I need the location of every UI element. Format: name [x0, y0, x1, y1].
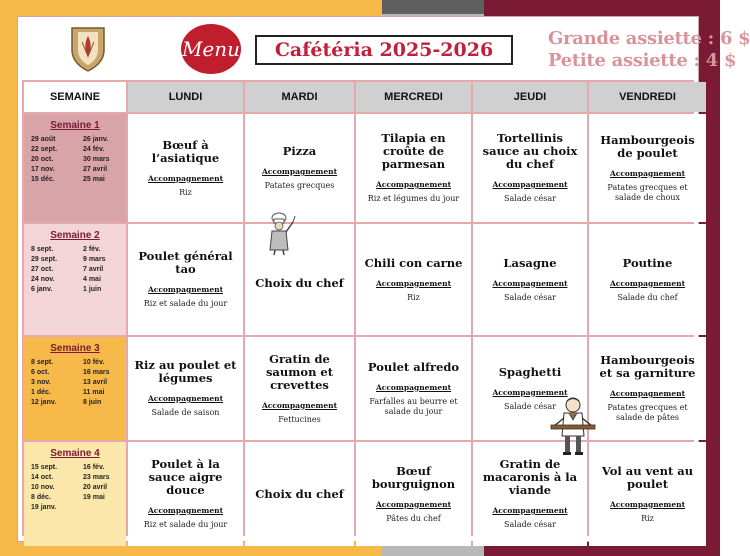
meal-cell	[473, 224, 587, 335]
week-dates	[31, 358, 119, 408]
meal-cell	[589, 337, 706, 440]
accompaniment-label: Accompagnement	[147, 394, 224, 403]
date: 27 oct.	[31, 266, 54, 273]
date: 16 mars	[83, 369, 110, 376]
meal-cell	[589, 224, 706, 335]
side-dish: Riz	[641, 513, 654, 523]
side-dish: Patates grecques et salade de choux	[607, 182, 688, 202]
dish-name: Hambourgeois de poulet	[600, 132, 695, 160]
accompaniment-label: Accompagnement	[609, 499, 686, 509]
date: 13 avril	[83, 379, 108, 386]
week-4-cell	[24, 442, 126, 546]
date: 20 avril	[83, 484, 108, 491]
dish-name: Hambourgeois et sa garniture	[599, 353, 696, 380]
accompaniment-label: Accompagnement	[147, 173, 224, 183]
column-header-lundi: LUNDI	[128, 82, 243, 112]
dish-name: Chili con carne	[364, 255, 463, 270]
accompaniment-label: Accompagnement	[492, 387, 568, 397]
date: 19 mai	[83, 494, 105, 501]
side-dish: Riz	[179, 187, 192, 197]
date: 8 sept.	[31, 246, 54, 253]
school-crest-logo	[68, 24, 108, 72]
meal-cell	[356, 442, 471, 546]
dish-name: Pizza	[282, 144, 317, 158]
date: 7 avril	[83, 266, 104, 273]
column-header-mardi: MARDI	[245, 82, 354, 112]
week-title: Semaine 3	[50, 343, 100, 354]
meal-cell	[128, 337, 243, 440]
side-dish: Salade de saison	[151, 408, 220, 417]
accompaniment-label: Accompagnement	[261, 167, 338, 176]
date: 8 déc.	[31, 494, 51, 501]
date: 8 sept.	[31, 359, 54, 366]
week-2-cell	[24, 224, 126, 335]
dish-name: Choix du chef	[255, 486, 344, 501]
date: 3 nov.	[31, 379, 51, 386]
date: 2 fév.	[83, 246, 101, 253]
dish-name: Gratin de macaronis à la viande	[482, 457, 578, 497]
meal-cell	[356, 114, 471, 222]
date: 14 oct.	[31, 474, 54, 481]
accompaniment-label: Accompagnement	[375, 180, 452, 189]
menu-table	[22, 80, 694, 536]
date: 22 sept.	[31, 146, 58, 153]
date	[83, 503, 119, 513]
date: 23 mars	[83, 474, 110, 481]
side-dish: Salade césar	[504, 292, 556, 302]
date: 10 nov.	[31, 484, 55, 491]
meal-cell	[589, 114, 706, 222]
date: 6 janv.	[31, 286, 53, 293]
accompaniment-label: Accompagnement	[147, 285, 224, 294]
column-header-mercredi: MERCREDI	[356, 82, 471, 112]
date: 11 mai	[83, 389, 105, 396]
week-1-cell	[24, 114, 126, 222]
chef-illustration	[263, 210, 297, 256]
waiter-illustration	[550, 396, 596, 456]
date: 15 sept.	[31, 464, 58, 471]
dish-name: Lasagne	[503, 255, 557, 270]
side-dish: Salade césar	[504, 401, 556, 411]
date: 6 oct.	[31, 369, 50, 376]
date: 15 déc.	[31, 176, 55, 183]
meal-cell	[473, 114, 587, 222]
menu-badge: Menu	[181, 24, 241, 74]
date: 16 fév.	[83, 464, 105, 471]
dish-name: Tilapia en croûte de parmesan	[381, 131, 446, 171]
week-title: Semaine 4	[50, 448, 100, 459]
date: 1 juin	[83, 286, 102, 293]
meal-cell	[473, 442, 587, 546]
date: 24 fév.	[83, 146, 105, 153]
side-dish: Pâtes du chef	[386, 513, 441, 523]
meal-cell	[128, 114, 243, 222]
date: 30 mars	[83, 156, 110, 163]
date: 9 mars	[83, 256, 106, 263]
column-header-semaine: SEMAINE	[24, 82, 126, 112]
side-dish: Salade césar	[504, 520, 556, 529]
side-dish: Salade césar	[504, 194, 556, 203]
meal-cell	[128, 442, 243, 546]
accompaniment-label: Accompagnement	[375, 382, 452, 392]
date: 8 juin	[83, 399, 102, 406]
week-dates	[31, 463, 119, 513]
date: 27 avril	[83, 166, 108, 173]
accompaniment-label: Accompagnement	[375, 278, 452, 288]
meal-cell	[356, 337, 471, 440]
week-title: Semaine 1	[50, 120, 100, 131]
meal-cell	[245, 442, 354, 546]
dish-name: Spaghetti	[498, 364, 562, 379]
date: 12 janv.	[31, 399, 57, 406]
week-dates	[31, 245, 119, 295]
date: 4 mai	[83, 276, 101, 283]
side-dish: Riz et salade du jour	[143, 299, 228, 308]
accompaniment-label: Accompagnement	[609, 278, 686, 288]
page-title: Cafétéria 2025-2026	[255, 35, 513, 65]
meal-cell	[356, 224, 471, 335]
accompaniment-label: Accompagnement	[609, 389, 686, 398]
week-3-cell	[24, 337, 126, 440]
accompaniment-label: Accompagnement	[609, 168, 686, 178]
accompaniment-label: Accompagnement	[492, 180, 568, 189]
meal-cell	[589, 442, 706, 546]
side-dish: Riz et salade du jour	[143, 520, 228, 529]
column-header-jeudi: JEUDI	[473, 82, 587, 112]
dish-name: Poulet à la sauce aigre douce	[148, 457, 223, 497]
date: 29 sept.	[31, 256, 58, 263]
price-large-plate: Grande assiette : 6 $	[548, 28, 750, 49]
accompaniment-label: Accompagnement	[492, 506, 568, 515]
dish-name: Vol au vent au poulet	[601, 463, 694, 491]
dish-name: Choix du chef	[255, 276, 344, 290]
side-dish: Farfalles au beurre et salade du jour	[369, 396, 458, 416]
week-dates	[31, 135, 119, 185]
dish-name: Poulet alfredo	[367, 359, 460, 374]
dish-name: Poulet général tao	[138, 249, 233, 276]
dish-name: Gratin de saumon et crevettes	[265, 351, 334, 392]
dish-name: Poutine	[622, 255, 673, 270]
accompaniment-label: Accompagnement	[261, 400, 338, 410]
side-dish: Riz	[407, 292, 420, 302]
date: 24 nov.	[31, 276, 55, 283]
price-small-plate: Petite assiette : 4 $	[548, 50, 737, 71]
date: 1 déc.	[31, 389, 51, 396]
dish-name: Bœuf bourguignon	[371, 463, 456, 491]
date: 26 janv.	[83, 136, 109, 143]
week-title: Semaine 2	[50, 230, 100, 241]
date: 17 nov.	[31, 166, 55, 173]
date: 10 fév.	[83, 359, 105, 366]
dish-name: Bœuf à l’asiatique	[151, 137, 220, 165]
meal-cell	[245, 224, 354, 335]
side-dish: Salade du chef	[617, 292, 678, 302]
dish-name: Riz au poulet et légumes	[134, 358, 237, 385]
date: 29 août	[31, 136, 56, 143]
date: 20 oct.	[31, 156, 54, 163]
side-dish: Riz et légumes du jour	[367, 194, 460, 203]
meal-cell	[245, 337, 354, 440]
meal-cell	[128, 224, 243, 335]
dish-name: Tortellinis sauce au choix du chef	[482, 131, 578, 171]
accompaniment-label: Accompagnement	[492, 278, 568, 288]
background-top-bar	[382, 0, 484, 14]
date: 19 janv.	[31, 504, 57, 511]
side-dish: Fettucines	[278, 414, 321, 424]
side-dish: Patates grecques et salade de pâtes	[607, 403, 688, 422]
accompaniment-label: Accompagnement	[147, 506, 224, 515]
date: 25 mai	[83, 176, 105, 183]
accompaniment-label: Accompagnement	[375, 499, 452, 509]
column-header-vendredi: VENDREDI	[589, 82, 706, 112]
meal-cell	[245, 114, 354, 222]
side-dish: Patates grecques	[264, 181, 335, 190]
